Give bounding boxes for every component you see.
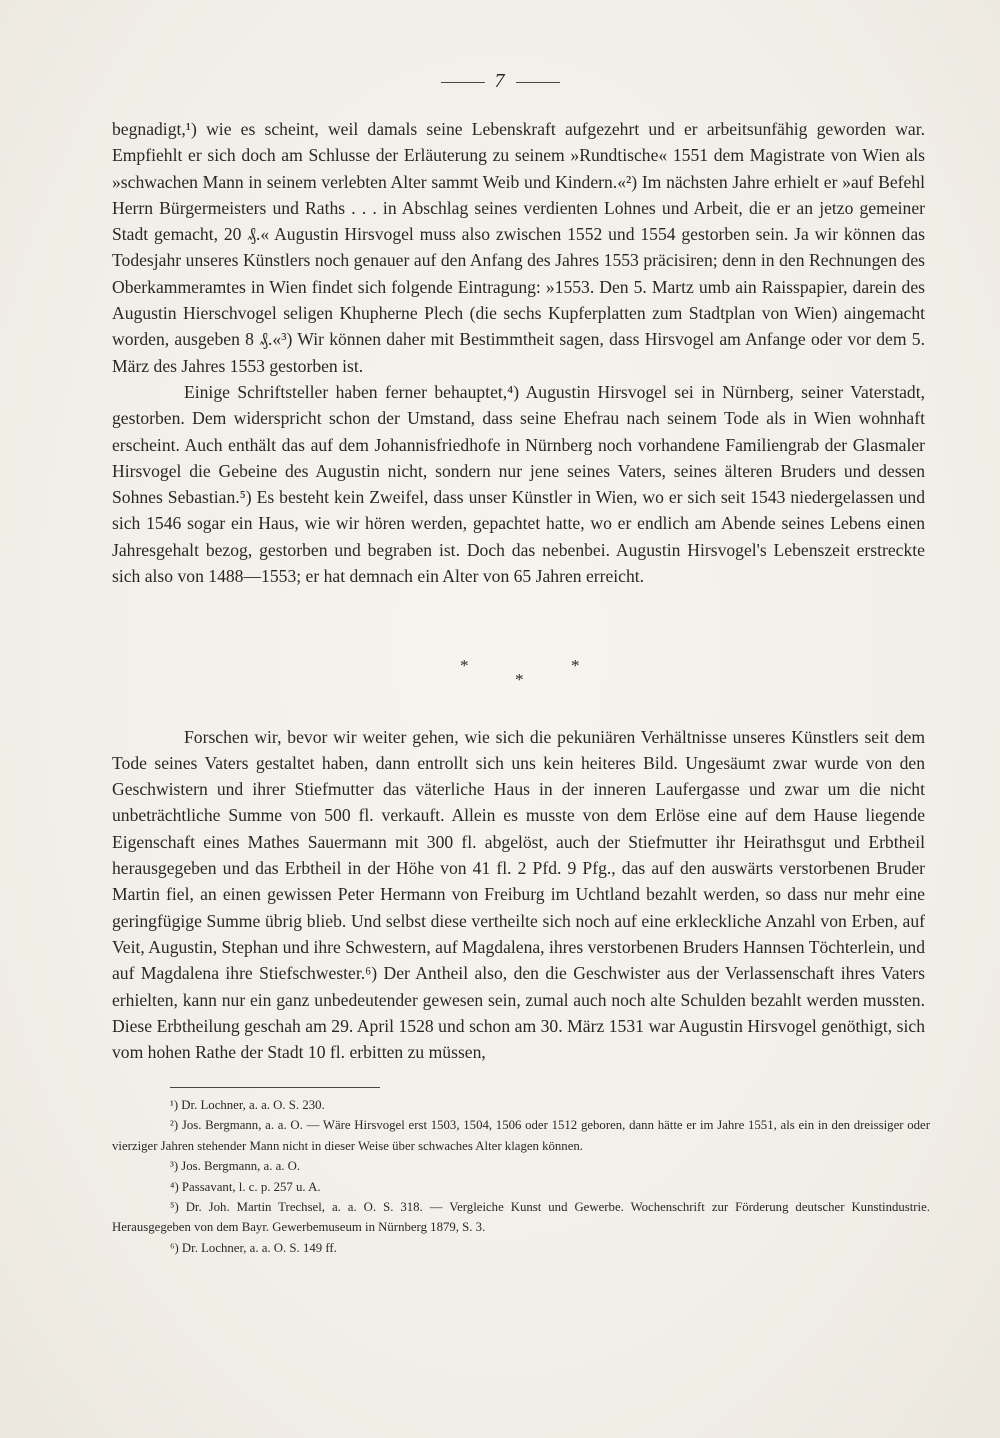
footnote-3: ³) Jos. Bergmann, a. a. O. [170,1159,301,1174]
main-text-section-1 [112,116,925,589]
section-separator [0,656,1000,696]
footnote-2: ²) Jos. Bergmann, a. a. O. — Wäre Hirsvogel erst 1503, 1504, 1506 oder 1512 geboren, dann hätte er im Jahre 1551, als ein in den dreissiger oder vierziger Jahren stehender Mann nicht in dieser Weise über schwaches Alter klagen können. [112,1118,930,1153]
separator-star-bottom: * [515,670,524,689]
separator-star-left: * [460,656,469,675]
paragraph-1: begnadigt,¹) wie es scheint, weil damals seine Lebenskraft aufgezehrt und er arbeitsunfähig geworden war. Empfiehlt er sich doch am Schlusse der Erläuterung zu seinem »Rundtische« 1551 dem Magistrate von Wien als »schwachen Mann in seinem verlebten Alter sammt Weib und Kindern.«²) Im nächsten Jahre erhielt er »auf Befehl Herrn Bürgermeisters und Raths . . . in Abschlag seines verdienten Lohnes und Arbeit, die er an jetzo gemeiner Stadt gemacht, 20 ₰.« Augustin Hirsvogel muss also zwischen 1552 und 1554 gestorben sein. Ja wir können das Todesjahr unseres Künstlers noch genauer auf den Anfang des Jahres 1553 präcisiren; denn in den Rechnungen des Oberkammeramtes in Wien findet sich folgende Eintragung: »1553. Den 5. Martz umb ain Raisspapier, darein des Augustin Hierschvogel seligen Khupherne Plech (die sechs Kupferplatten zum Stadtplan von Wien) aingemacht worden, ausgeben 8 ₰.«³) Wir können daher mit Bestimmtheit sagen, dass Hirsvogel am Anfange oder vor dem 5. März des Jahres 1553 gestorben ist. [112,119,925,376]
page-header [0,70,1000,93]
footnote-4: ⁴) Passavant, l. c. p. 257 u. A. [170,1179,321,1194]
footnote-divider [170,1087,380,1088]
footnote-6: ⁶) Dr. Lochner, a. a. O. S. 149 ff. [170,1240,337,1255]
paragraph-2: Einige Schriftsteller haben ferner behauptet,⁴) Augustin Hirsvogel sei in Nürnberg, seiner Vaterstadt, gestorben. Dem widerspricht schon der Umstand, dass seine Ehefrau nach seinem Tode als in Wien wohnhaft erscheint. Auch enthält das auf dem Johannisfriedhofe in Nürnberg noch vorhandene Familiengrab der Glasmaler Hirsvogel die Gebeine des Augustin nicht, sondern nur jene seines Vaters, seines älteren Bruders und dessen Sohnes Sebastian.⁵) Es besteht kein Zweifel, dass unser Künstler in Wien, wo er sich seit 1543 niedergelassen und sich 1546 sogar ein Haus, wie wir hören werden, gepachtet hatte, wo er endlich am Abende seines Lebens einen Jahresgehalt bezog, gestorben und begraben ist. Doch das nebenbei. Augustin Hirsvogel's Lebenszeit erstreckte sich also von 1488—1553; er hat demnach ein Alter von 65 Jahren erreicht. [112,381,925,587]
header-rule-right [516,82,560,83]
header-rule-left [441,82,485,83]
page-number: 7 [494,70,506,92]
footnote-1: ¹) Dr. Lochner, a. a. O. S. 230. [170,1098,325,1112]
separator-star-right: * [571,656,580,675]
footnotes [112,1095,930,1258]
paragraph-3: Forschen wir, bevor wir weiter gehen, wie sich die pekuniären Verhältnisse unseres Künstlers seit dem Tode seines Vaters gestaltet haben, dann entrollt sich uns kein heiteres Bild. Ungesäumt zwar wurde von den Geschwistern und ihrer Stiefmutter das väterliche Haus in der inneren Laufergasse und zwar um die nicht unbeträchtliche Summe von 500 fl. verkauft. Allein es musste von dem Erlöse eine auf dem Hause liegende Eigenschaft eines Mathes Sauermann mit 300 fl. abgelöst, auch der Stiefmutter ihr Heirathsgut und Erbtheil herausgegeben und das Erbtheil in der Höhe von 41 fl. 2 Pfd. 9 Pfg., das auf den auswärts verstorbenen Bruder Martin fiel, an einen gewissen Peter Hermann von Freiburg im Uchtland bezahlt werden, so dass nur mehr eine geringfügige Summe übrig blieb. Und selbst diese vertheilte sich noch auf eine erkleckliche Anzahl von Erben, auf Veit, Augustin, Stephan und ihre Schwestern, auf Magdalena, ihres verstorbenen Bruders Hannsen Töchterlein, und auf Magdalena ihre Stiefschwester.⁶) Der Antheil also, den die Geschwister aus der Verlassenschaft ihres Vaters erhielten, kann nur ein ganz unbedeutender gewesen sein, zumal auch noch alte Schulden bezahlt werden mussten. Diese Erbtheilung geschah am 29. April 1528 und schon am 30. März 1531 war Augustin Hirsvogel genöthigt, sich vom hohen Rathe der Stadt 10 fl. erbitten zu müssen, [112,726,925,1063]
main-text-section-2 [112,706,925,1083]
footnote-5: ⁵) Dr. Joh. Martin Trechsel, a. a. O. S. 318. — Vergleiche Kunst und Gewerbe. Wochenschrift zur Förderung deutscher Kunstindustrie. Herausgegeben von dem Bayr. Gewerbemuseum in Nürnberg 1879, S. 3. [112,1200,930,1235]
